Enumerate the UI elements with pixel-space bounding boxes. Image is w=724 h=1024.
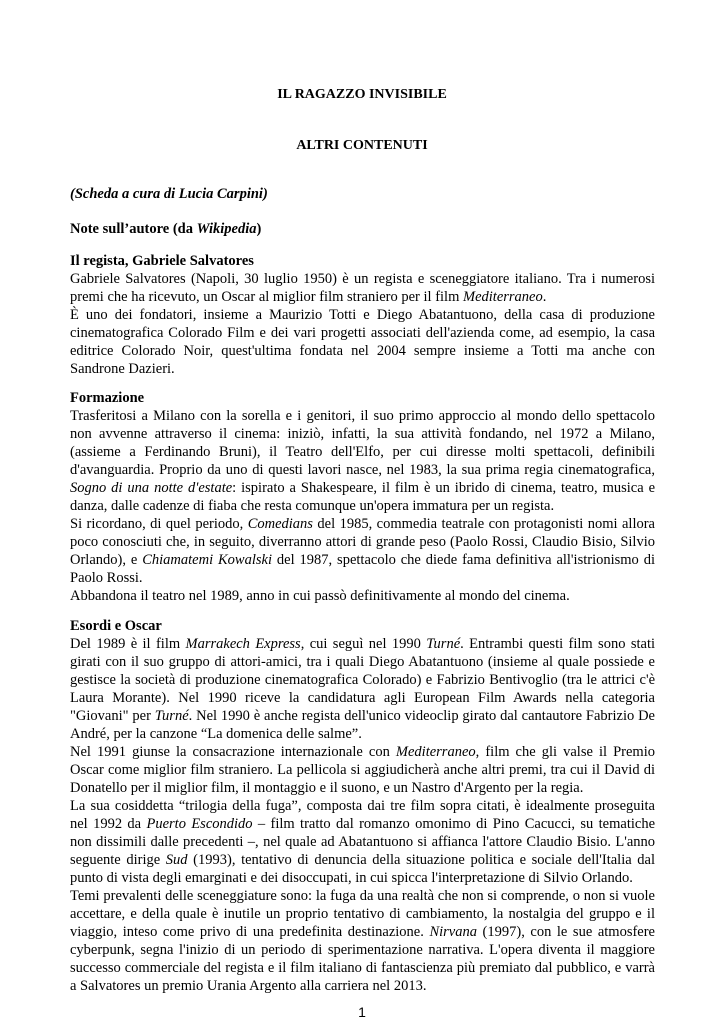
paragraph-line: "Giovani" per Turné. Nel 1990 è anche regista dell'unico videoclip girato dal cantautore Fabrizio De [70,708,655,724]
document-subtitle: ALTRI CONTENUTI [296,138,428,153]
paragraph-line: cyberpunk, segna l'inizio di un periodo di sperimentazione narrativa. L'opera diventa il maggiore [70,942,655,958]
page-number: 1 [358,1004,366,1020]
section-heading-regista: Il regista, Gabriele Salvatores [70,253,254,269]
paragraph-line: punto di vista degli emarginati e dei disoccupati, in cui spicca l'interpretazione di Silvio Orlando. [70,870,633,886]
paragraph-line: poco conosciuti che, in seguito, diverranno attori di grande peso (Paolo Rossi, Claudio Bisio, Silvio [70,534,655,550]
paragraph-line: La sua cosiddetta “trilogia della fuga”, composta dai tre film sopra citati, è idealmente proseguita [70,798,655,814]
paragraph-line: seguente dirige Sud (1993), tentativo di denuncia della situazione politica e sociale dell'Italia dal [70,852,655,868]
paragraph-line: Sogno di una notte d'estate: ispirato a Shakespeare, il film è un ibrido di cinema, teatro, musica e [70,480,655,496]
paragraph-line: Oscar come miglior film straniero. La pellicola si aggiudicherà anche altri premi, tra cui il David di [70,762,655,778]
paragraph-line: accettare, e della quale è inutile un proprio tentativo di cambiamento, la nostalgia del gruppo e il [70,906,655,922]
paragraph-line: editrice Colorado Noir, quest'ultima fondata nel 2004 sempre insieme a Totti ma anche con [70,343,655,359]
paragraph-line: Trasferitosi a Milano con la sorella e i genitori, il suo primo approccio al mondo dello spettacolo [70,408,655,424]
section-heading-esordi: Esordi e Oscar [70,618,162,634]
paragraph-line: Abbandona il teatro nel 1989, anno in cui passò definitivamente al mondo del cinema. [70,588,570,604]
paragraph-line: premi che ha ricevuto, un Oscar al miglior film straniero per il film Mediterraneo. [70,289,547,305]
paragraph-line: Nel 1991 giunse la consacrazione internazionale con Mediterraneo, film che gli valse il Premio [70,744,655,760]
paragraph-line: Temi prevalenti delle sceneggiature sono: la fuga da una realtà che non si comprende, o non si vuole [70,888,655,904]
paragraph-line: (assieme a Ferdinando Bruni), il Teatro dell'Elfo, per cui diresse molti spettacoli, definibili [70,444,655,460]
paragraph-line: viaggio, inteso come privo di una predefinita destinazione. Nirvana (1997), con le sue atmosfere [70,924,655,940]
paragraph-line: È uno dei fondatori, insieme a Maurizio Totti e Diego Abatantuono, della casa di produzione [70,307,655,323]
paragraph-line: successo commerciale del regista e il film italiano di fantascienza più premiato dal pubblico, e varrà [70,960,655,976]
paragraph-line: d'avanguardia. Proprio da uno di questi lavori nasce, nel 1983, la sua prima regia cinematografica, [70,462,655,478]
section-heading-formazione: Formazione [70,390,145,406]
paragraph-line: Gabriele Salvatores (Napoli, 30 luglio 1950) è un regista e sceneggiatore italiano. Tra i numerosi [70,271,655,287]
paragraph-line: cinematografica Colorado Film e dei vari progetti associati dell'azienda come, ad esempio, la casa [70,325,655,341]
paragraph-line: Paolo Rossi. [70,570,143,586]
paragraph-line: Orlando), e Chiamatemi Kowalski del 1987, spettacolo che diede fama definitiva all'istrionismo di [70,552,655,568]
paragraph-line: girati con il suo gruppo di attori-amici, tra i quali Diego Abatantuono (insieme al quale possiede e [70,654,655,670]
paragraph-line: Donatello per il miglior film, il montaggio e il suono, e un Nastro d'Argento per la regia. [70,780,584,796]
paragraph-line: Del 1989 è il film Marrakech Express, cui seguì nel 1990 Turné. Entrambi questi film sono stati [70,636,655,652]
paragraph-line: André, per la canzone “La domenica delle salme”. [70,726,362,742]
paragraph-line: Laura Morante). Nel 1990 riceve la candidatura agli European Film Awards nella categoria [70,690,655,706]
credit-line: (Scheda a cura di Lucia Carpini) [70,186,268,202]
paragraph-line: a Salvatores un premio Urania Argento alla carriera nel 2013. [70,978,427,994]
note-heading: Note sull’autore (da Wikipedia) [70,221,262,237]
paragraph-line: non dissimili dalle precedenti –, nel quale ad Abatantuono si affianca l'attore Claudio Bisio. L'anno [70,834,655,850]
document-title: IL RAGAZZO INVISIBILE [277,87,447,102]
paragraph-line: danza, dalle cadenze di fiaba che resta comunque un'opera immatura per un regista. [70,498,555,514]
paragraph-line: non avvenne attraverso il cinema: iniziò, infatti, la sua attività fondando, nel 1972 a Milano, [70,426,655,442]
paragraph-line: Sandrone Dazieri. [70,361,175,377]
paragraph-line: gestisce la società di produzione cinematografica Colorado) e Fabrizio Bentivoglio (tra le attrici c'è [70,672,655,688]
paragraph-line: Si ricordano, di quel periodo, Comedians del 1985, commedia teatrale con protagonisti nomi allora [70,516,655,532]
paragraph-line: nel 1992 da Puerto Escondido – film tratto dal romanzo omonimo di Pino Cacucci, su tematiche [70,816,655,832]
